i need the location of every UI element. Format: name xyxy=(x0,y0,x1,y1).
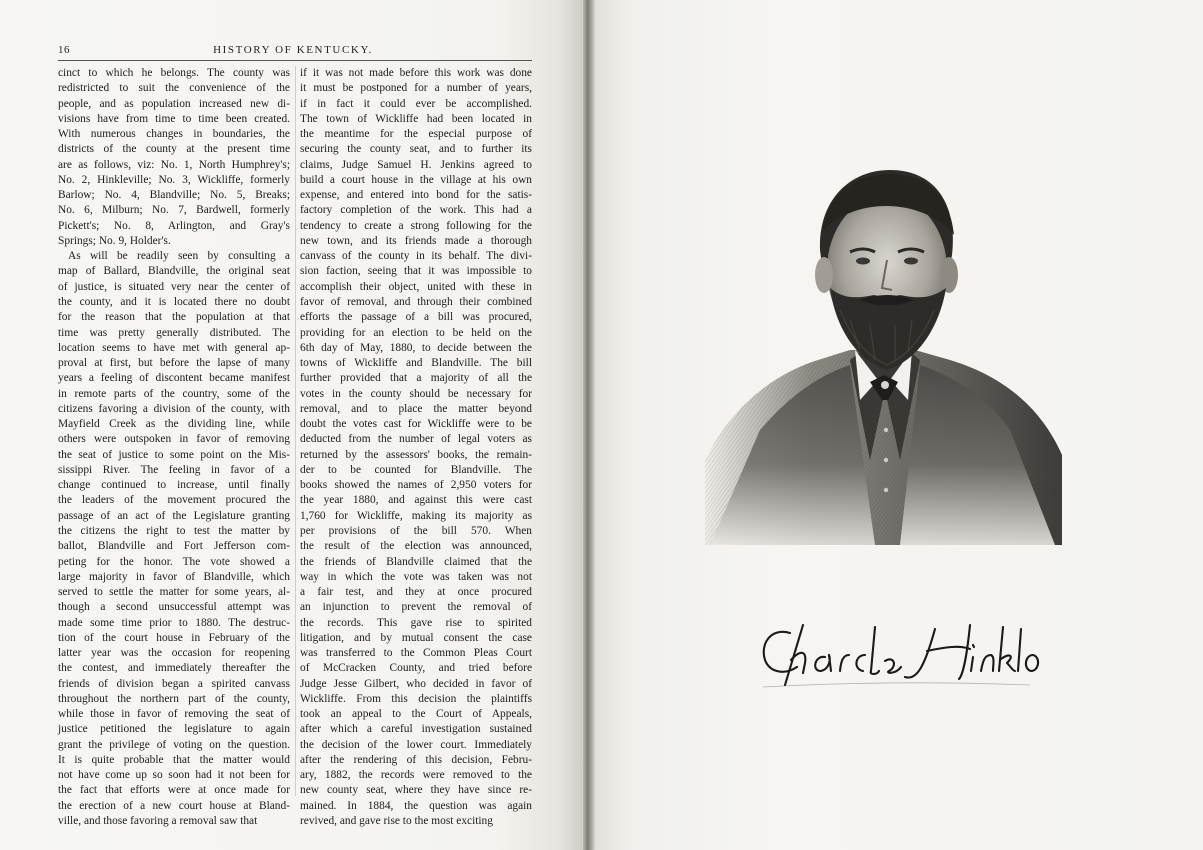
text-line: ville, and those favoring a removal saw that xyxy=(58,815,258,828)
text-line: if in fact it could ever be accomplished. xyxy=(300,97,532,110)
text-line: returned by the assessors' books, the remain- xyxy=(300,448,532,461)
text-line: a fair test, and they at once procured xyxy=(300,586,532,599)
text-line: after the rendering of this decision, Febru- xyxy=(300,753,532,766)
text-line: the decision of the lower court. Immediately xyxy=(300,738,532,751)
text-line: providing for an election to be held on the xyxy=(300,326,532,339)
text-line: removal, and to place the matter beyond xyxy=(300,402,532,415)
page-number: 16 xyxy=(58,44,70,56)
text-line: took an appeal to the Court of Appeals, xyxy=(300,708,532,721)
text-line: people, and as population increased new di- xyxy=(58,97,290,110)
text-line: others were outspoken in favor of removing xyxy=(58,433,290,446)
text-line: redistricted to suit the convenience of the xyxy=(58,82,290,95)
text-line: 1,760 for Wickliffe, making its majority as xyxy=(300,509,532,522)
text-line: districts of the county at the present time xyxy=(58,143,290,156)
text-line: canvass of the county in its behalf. The divi- xyxy=(300,250,532,263)
text-line: sion faction, seeing that it was impossible to xyxy=(300,265,532,278)
text-line: way in which the vote was taken was not xyxy=(300,570,532,583)
text-line: doubt the votes cast for Wickliffe were to be xyxy=(300,418,532,431)
portrait-engraving xyxy=(700,160,1065,545)
text-line: map of Ballard, Blandville, the original seat xyxy=(58,265,290,278)
page-header xyxy=(58,44,528,60)
text-line: while those in favor of removing the seat of xyxy=(58,708,290,721)
text-line: new county seat, where they have since re- xyxy=(300,784,532,797)
text-line: of justice, is situated very near the center of xyxy=(58,280,290,293)
text-line: the friends of Blandville claimed that the xyxy=(300,555,532,568)
text-line: factory completion of the work. This had a xyxy=(300,204,532,217)
text-line: ballot, Blandville and Fort Jefferson com- xyxy=(58,540,290,553)
text-line: Pickett's; No. 8, Arlington, and Gray's xyxy=(58,219,290,232)
column-divider xyxy=(295,66,296,796)
text-line: towns of Wickliffe and Blandville. The bill xyxy=(300,357,532,370)
text-line: visions have from time to time been created. xyxy=(58,112,290,125)
text-line: books showed the names of 2,950 voters for xyxy=(300,479,532,492)
text-line: No. 6, Milburn; No. 7, Bardwell, formerly xyxy=(58,204,290,217)
text-line: of McCracken County, and tried before xyxy=(300,662,532,675)
text-line: Mayfield Creek as the dividing line, while xyxy=(58,418,290,431)
text-line: ary, 1882, the records were removed to the xyxy=(300,769,532,782)
text-line: litigation, and by mutual consent the case xyxy=(300,631,532,644)
header-rule xyxy=(58,60,532,61)
text-line: passage of an act of the Legislature granting xyxy=(58,509,290,522)
text-line: the result of the election was announced, xyxy=(300,540,532,553)
text-line: throughout the northern part of the county, xyxy=(58,692,290,705)
text-line: for the reason that the population at that xyxy=(58,311,290,324)
text-line: the citizens the right to test the matter by xyxy=(58,524,290,537)
text-line: though a second unsuccessful attempt was xyxy=(58,601,290,614)
text-line: was transferred to the Common Pleas Court xyxy=(300,647,532,660)
text-line: are as follows, viz: No. 1, North Humphrey's; xyxy=(58,158,290,171)
text-line: Judge Jesse Gilbert, who decided in favor of xyxy=(300,677,532,690)
text-line: mained. In 1884, the question was again xyxy=(300,799,532,812)
text-line: not have come up so soon had it not been for xyxy=(58,769,290,782)
text-line: large majority in favor of Blandville, which xyxy=(58,570,290,583)
text-line: the fact that efforts were at once made for xyxy=(58,784,290,797)
text-line: location seems to have met with general ap- xyxy=(58,341,290,354)
text-line: it must be postponed for a number of years, xyxy=(300,82,532,95)
text-column-left xyxy=(58,66,290,828)
text-line: new town, and its friends made a thorough xyxy=(300,234,532,247)
text-line: time was pretty generally distributed. The xyxy=(58,326,290,339)
text-line: served to settle the matter for some years, al- xyxy=(58,586,290,599)
text-line: per provisions of the bill 570. When xyxy=(300,524,532,537)
text-line: tendency to create a strong following for the xyxy=(300,219,532,232)
text-line: an injunction to prevent the removal of xyxy=(300,601,532,614)
text-line: the county, and it is located there no doubt xyxy=(58,295,290,308)
text-line: in remote parts of the country, some of the xyxy=(58,387,290,400)
text-line: the year 1880, and against this were cast xyxy=(300,494,532,507)
book-gutter xyxy=(583,0,595,850)
left-page xyxy=(0,0,583,850)
text-line: der to be counted for Blandville. The xyxy=(300,463,532,476)
text-line: expense, and entered into bond for the satis- xyxy=(300,189,532,202)
text-line: justice petitioned the legislature to again xyxy=(58,723,290,736)
text-line: change continued to increase, until finally xyxy=(58,479,290,492)
text-line: further provided that a majority of all the xyxy=(300,372,532,385)
text-line: if it was not made before this work was done xyxy=(300,67,532,79)
text-line: accomplish their object, united with these in xyxy=(300,280,532,293)
text-line: tion of the court house in February of the xyxy=(58,631,290,644)
text-line: No. 2, Hinkleville; No. 3, Wickliffe, formerly xyxy=(58,173,290,186)
text-line: 6th day of May, 1880, to decide between the xyxy=(300,341,532,354)
text-line: claims, Judge Samuel H. Jenkins agreed to xyxy=(300,158,532,171)
text-line: As will be readily seen by consulting a xyxy=(68,250,290,263)
text-line: Wickliffe. From this decision the plaintiffs xyxy=(300,692,532,705)
text-line: the contest, and immediately thereafter the xyxy=(58,662,290,675)
signature xyxy=(745,605,1045,695)
text-column-right xyxy=(300,66,532,828)
text-line: the erection of a new court house at Bland- xyxy=(58,799,290,812)
text-line: the leaders of the movement procured the xyxy=(58,494,290,507)
text-line: build a court house in the village at his own xyxy=(300,173,532,186)
text-line: after which a careful investigation sustained xyxy=(300,723,532,736)
text-line: the records. This gave rise to spirited xyxy=(300,616,532,629)
text-line: years a feeling of discontent became manifest xyxy=(58,372,290,385)
text-line: peting for the honor. The vote showed a xyxy=(58,555,290,568)
text-line: grant the privilege of voting on the question. xyxy=(58,738,290,751)
text-line: sissippi River. The feeling in favor of a xyxy=(58,463,290,476)
text-line: With numerous changes in boundaries, the xyxy=(58,128,290,141)
text-line: Springs; No. 9, Holder's. xyxy=(58,234,171,247)
text-line: friends of division began a spirited canvass xyxy=(58,677,290,690)
text-line: the meantime for the especial purpose of xyxy=(300,128,532,141)
text-line: latter year was the occasion for reopening xyxy=(58,647,290,660)
text-line: proval at first, but before the lapse of many xyxy=(58,357,290,370)
text-line: made some time prior to 1880. The destruc- xyxy=(58,616,290,629)
text-line: securing the county seat, and to further its xyxy=(300,143,532,156)
running-head: HISTORY OF KENTUCKY. xyxy=(213,44,373,56)
text-line: Barlow; No. 4, Blandville; No. 5, Breaks; xyxy=(58,189,290,202)
text-line: citizens favoring a division of the county, with xyxy=(58,402,290,415)
text-line: The town of Wickliffe had been located in xyxy=(300,112,532,125)
text-line: votes in the county should be necessary for xyxy=(300,387,532,400)
text-line: cinct to which he belongs. The county was xyxy=(58,67,290,79)
text-line: the seat of justice to some point on the Mis- xyxy=(58,448,290,461)
text-line: deducted from the number of legal voters as xyxy=(300,433,532,446)
text-line: efforts the passage of a bill was procured, xyxy=(300,311,532,324)
text-line: revived, and gave rise to the most exciting xyxy=(300,815,493,828)
text-line: It is quite probable that the matter would xyxy=(58,753,290,766)
text-line: favor of removal, and through their combined xyxy=(300,295,532,308)
